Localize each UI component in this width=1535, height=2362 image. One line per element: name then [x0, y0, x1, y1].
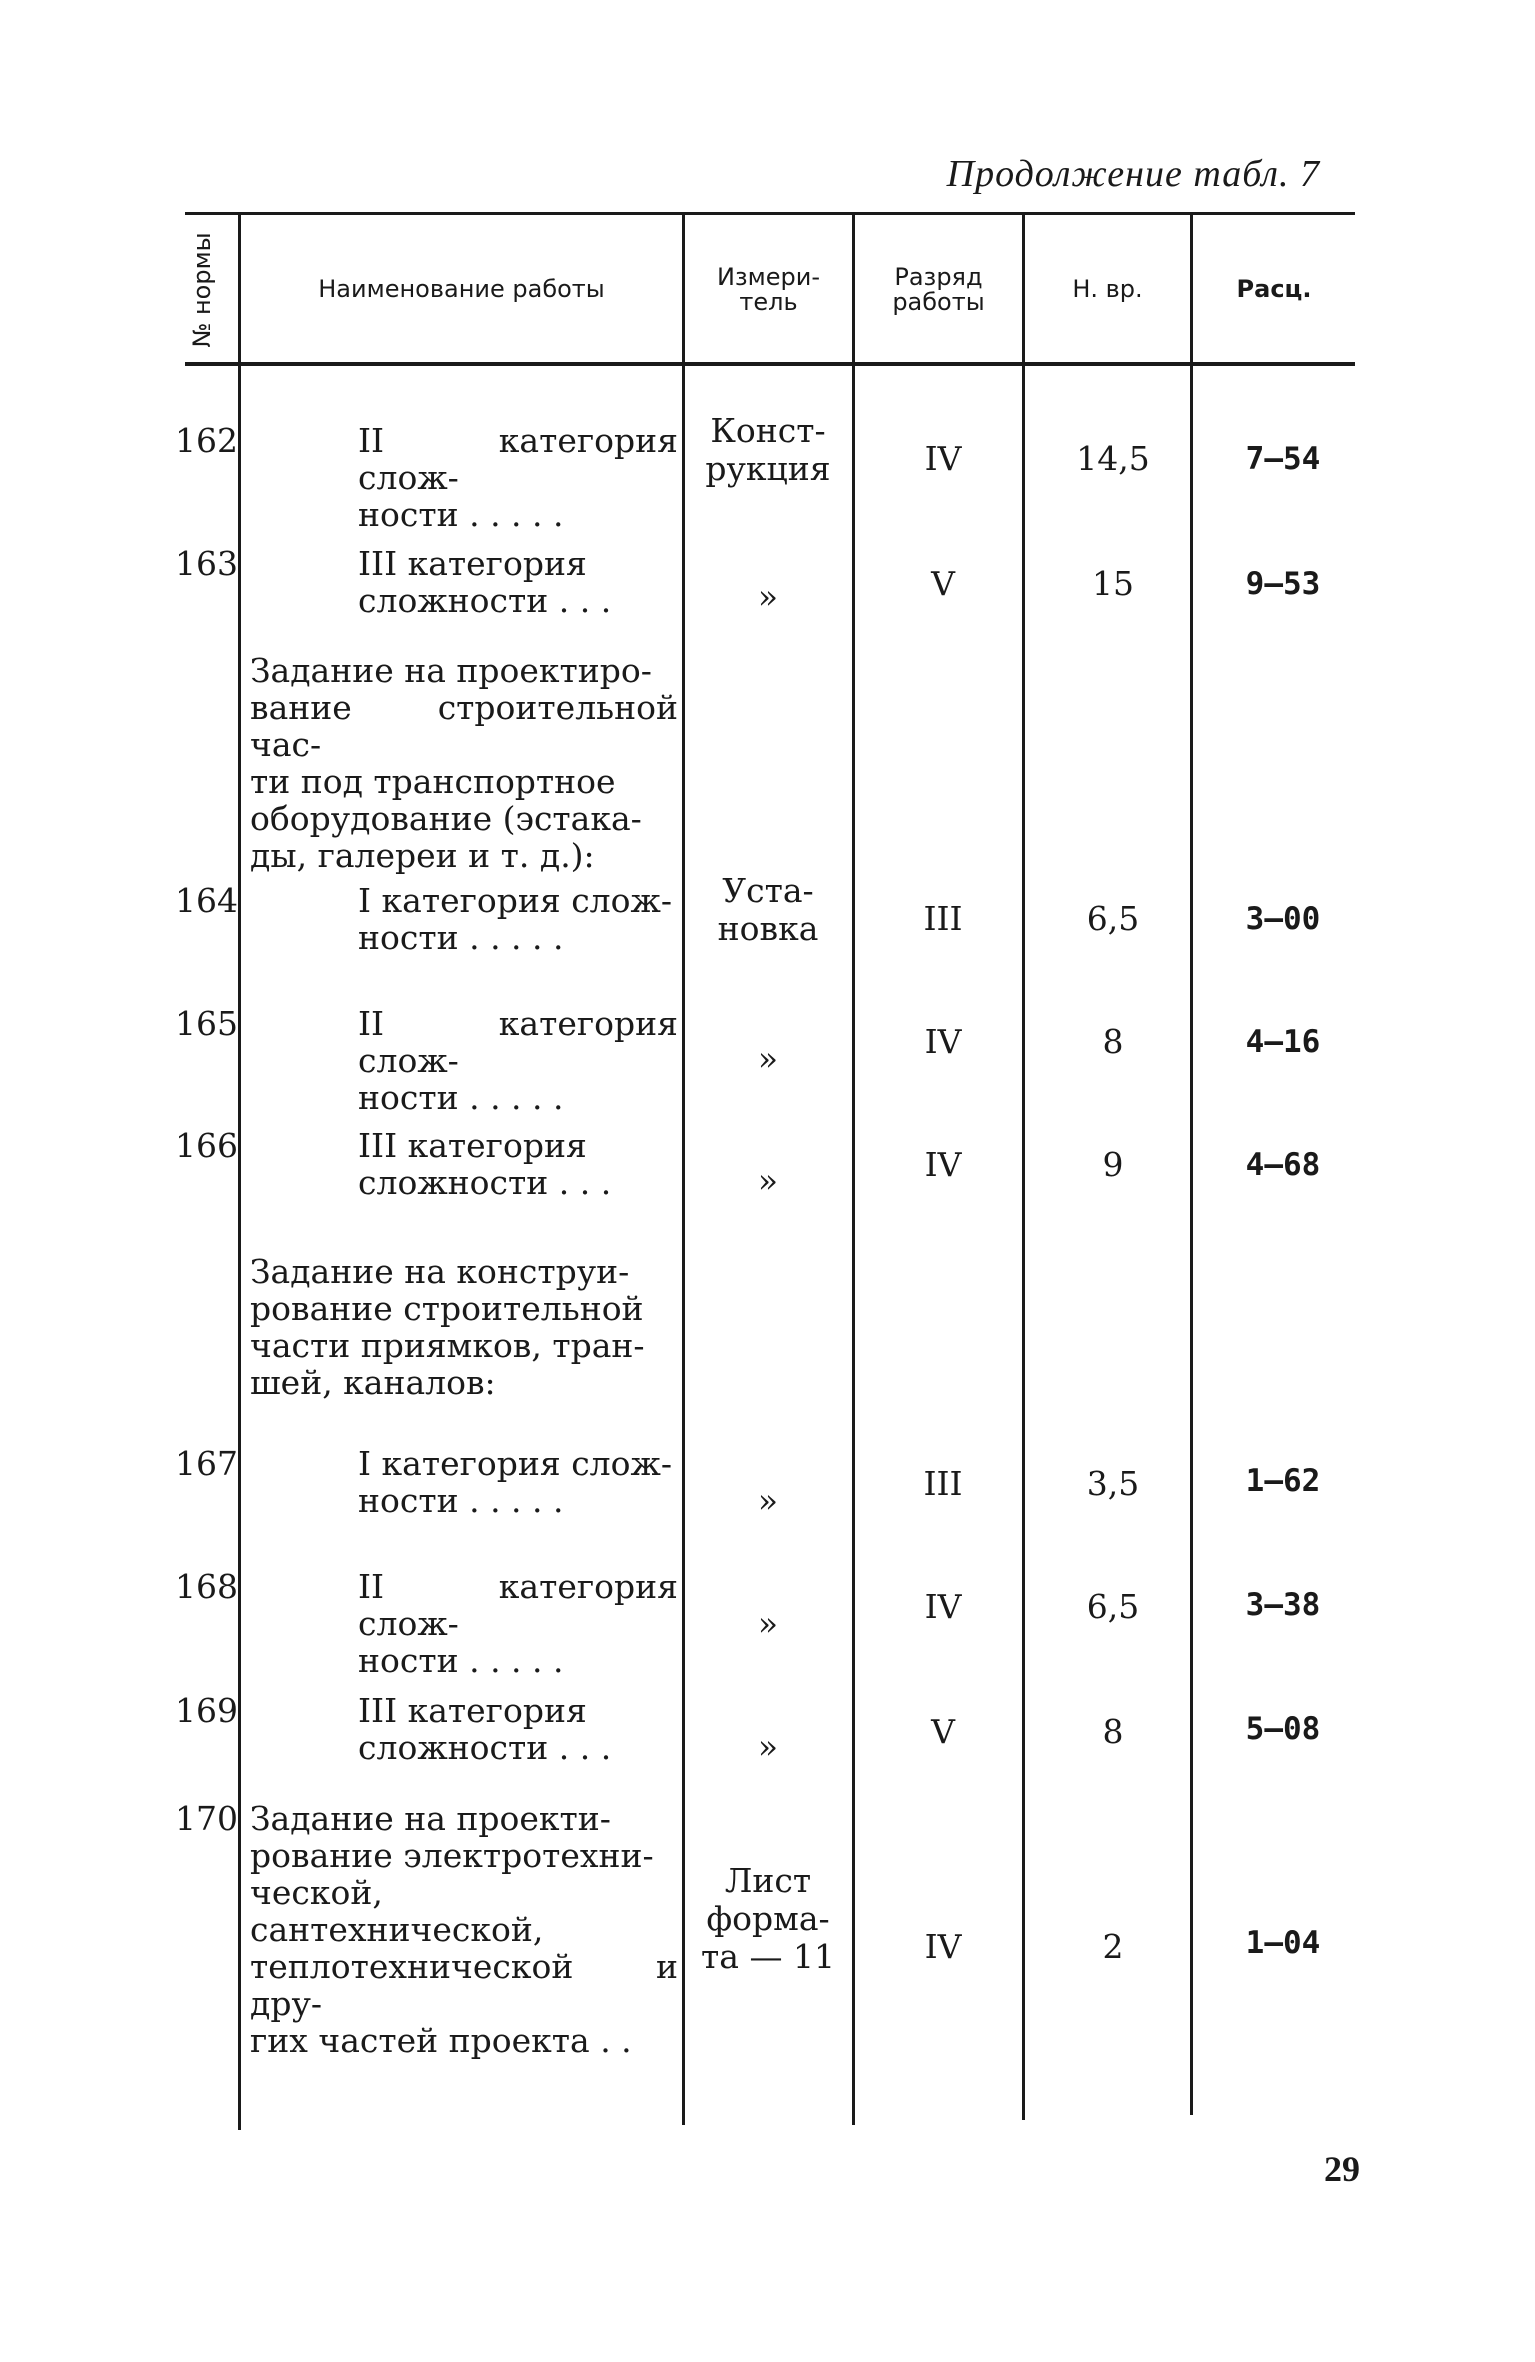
row-num: 167	[175, 1444, 238, 1483]
row-num: 168	[175, 1567, 238, 1606]
header-grade: Разряд работы	[892, 262, 985, 316]
column-divider	[682, 215, 685, 2125]
row-name: II категория слож- ности . . . . .	[358, 421, 678, 534]
column-divider	[852, 215, 855, 2125]
row-grade: V	[931, 1712, 955, 1751]
section-heading: Задание на конструи- рование строительной части приямков, тран- шей, каналов:	[250, 1252, 645, 1402]
row-grade: III	[923, 899, 963, 938]
row-measure: »	[757, 1604, 779, 1643]
row-num: 164	[175, 881, 238, 920]
row-measure: »	[757, 577, 779, 616]
row-name: II категория слож- ности . . . . .	[358, 1567, 678, 1680]
row-measure: »	[757, 1727, 779, 1766]
row-num: 165	[175, 1004, 238, 1043]
row-grade: IV	[924, 1145, 962, 1184]
row-time: 14,5	[1076, 439, 1150, 478]
row-num: 170	[175, 1799, 238, 1838]
header-time: Н. вр.	[1072, 275, 1143, 304]
header-measure: Измери- тель	[716, 262, 821, 316]
row-grade: III	[923, 1464, 963, 1503]
row-grade: IV	[924, 1927, 962, 1966]
row-grade: V	[931, 564, 955, 603]
row-measure: »	[757, 1481, 779, 1520]
row-rate: 7—54	[1245, 441, 1321, 477]
column-divider	[238, 215, 241, 2130]
row-grade: IV	[924, 1587, 962, 1626]
header-rate: Расц.	[1236, 275, 1312, 304]
row-grade: IV	[924, 1022, 962, 1061]
row-measure: »	[757, 1039, 779, 1078]
row-rate: 4—16	[1245, 1024, 1321, 1060]
row-time: 2	[1102, 1927, 1124, 1966]
row-time: 9	[1102, 1145, 1124, 1184]
header-num: № нормы	[188, 232, 216, 348]
row-time: 6,5	[1086, 899, 1140, 938]
row-name: Задание на проекти- рование электротехни- ческой, сантехнической, теплотехнической и дру- гих частей проекта . .	[250, 1799, 678, 2060]
row-name: II категория слож- ности . . . . .	[358, 1004, 678, 1117]
row-measure: Уста- новка	[717, 871, 819, 948]
row-rate: 3—00	[1245, 901, 1321, 937]
page-number: 29	[1324, 2149, 1360, 2189]
table-caption: Продолжение табл. 7	[946, 153, 1320, 195]
row-rate: 9—53	[1245, 566, 1321, 602]
row-name: III категория сложности . . .	[358, 1691, 612, 1767]
row-time: 3,5	[1086, 1464, 1140, 1503]
row-num: 166	[175, 1126, 238, 1165]
header-name: Наименование работы	[318, 275, 605, 304]
row-time: 6,5	[1086, 1587, 1140, 1626]
row-name: III категория сложности . . .	[358, 544, 612, 620]
row-grade: IV	[924, 439, 962, 478]
row-name: I категория слож- ности . . . . .	[358, 881, 673, 957]
row-name: III категория сложности . . .	[358, 1126, 612, 1202]
row-time: 8	[1102, 1712, 1124, 1751]
section-heading: Задание на проектиро- вание строительной час- ти под транспортное оборудование (эстака- ды, галереи и т. д.):	[250, 651, 678, 875]
row-time: 15	[1092, 564, 1134, 603]
row-rate: 5—08	[1245, 1711, 1321, 1747]
row-rate: 1—04	[1245, 1925, 1321, 1961]
row-rate: 1—62	[1245, 1463, 1321, 1499]
row-name: I категория слож- ности . . . . .	[358, 1444, 673, 1520]
row-time: 8	[1102, 1022, 1124, 1061]
row-measure: Конст- рукция	[705, 411, 831, 488]
row-rate: 4—68	[1245, 1147, 1321, 1183]
row-num: 162	[175, 421, 238, 460]
row-num: 163	[175, 544, 238, 583]
row-num: 169	[175, 1691, 238, 1730]
row-measure: »	[757, 1161, 779, 1200]
row-measure: Лист форма- та — 11	[701, 1861, 835, 1976]
row-rate: 3—38	[1245, 1587, 1321, 1623]
